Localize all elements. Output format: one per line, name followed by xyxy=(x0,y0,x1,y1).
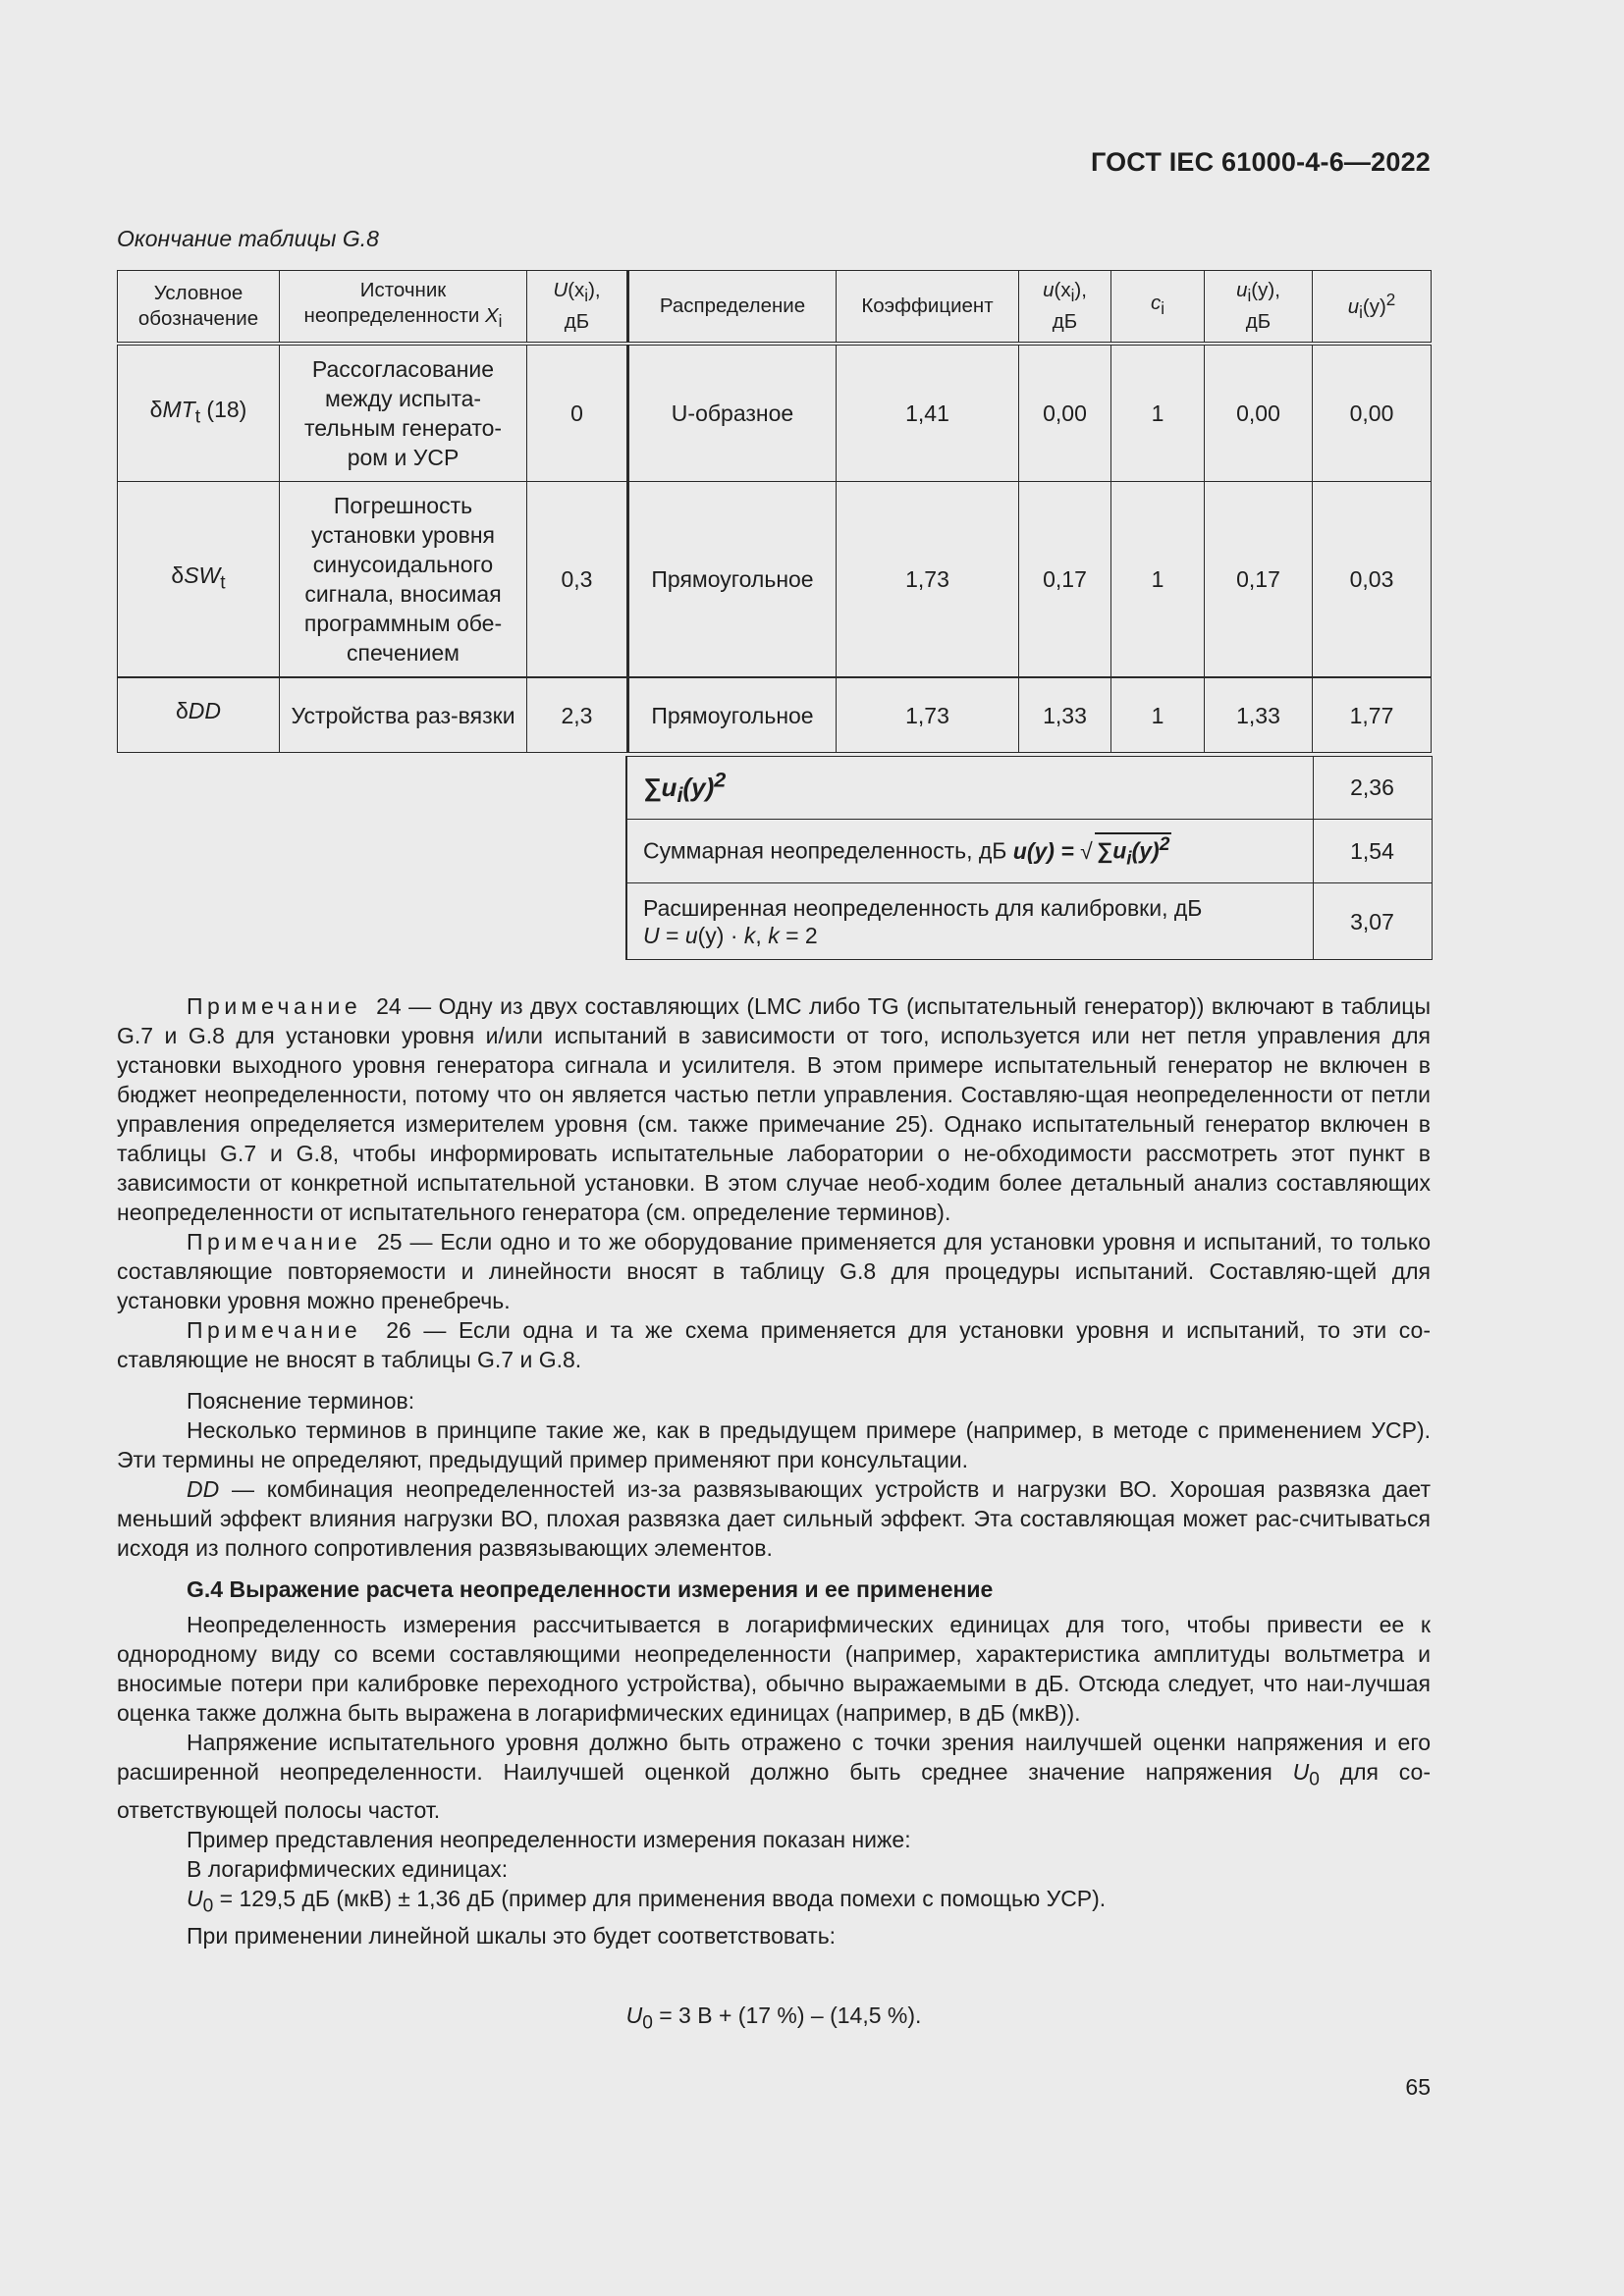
cell-distribution: Прямоугольное xyxy=(628,677,837,753)
table-caption: Окончание таблицы G.8 xyxy=(117,226,379,251)
expanded-label: Расширенная неопределенность для калибровки, дБ U = u(y) · k, k = 2 xyxy=(626,883,1313,960)
section-paragraph-1: Неопределенность измерения рассчитывается в логарифмических единицах для того, чтобы привести ее к однородному виду со всеми составляющими неопределенности (например, характеристика амплитуды вольтметра и вносимые потери при калибровке переходного устройства), обычно выражаемыми в дБ. Отсюда следует, что наи-лучшая оценка также должна быть выражена в логарифмических единицах (например, в дБ (мкВ)). xyxy=(117,1612,1431,1726)
table-header-row xyxy=(118,271,1432,345)
cell-distribution: U-образное xyxy=(628,344,837,482)
section-paragraph-6: При применении линейной шкалы это будет соответствовать: xyxy=(187,1923,837,1949)
terms-heading: Пояснение терминов: xyxy=(187,1388,415,1414)
cell-c: 1 xyxy=(1111,677,1205,753)
linear-scale-formula: $U_0 = 3$ В + (17 %) – (14,5 %). xyxy=(625,2002,922,2034)
cell-uy: 0,00 xyxy=(1205,344,1313,482)
cell-ux: 1,33 xyxy=(1019,677,1111,753)
terms-dd-paragraph: DD — комбинация неопределенностей из-за развязывающих устройств и нагрузки ВО. Хорошая развязка дает меньший эффект влияния нагрузки ВО, плохая развязка дает сильный эффект. Эта составляющая может рас-считываться исходя из полного сопротивления развязывающих элементов. xyxy=(117,1476,1431,1561)
cell-c: 1 xyxy=(1111,344,1205,482)
cell-Ux: 2,3 xyxy=(527,677,628,753)
note-26: Примечание 26 — Если одна и та же схема применяется для установки уровня и испытаний, то эти со-ставляющие не вносят в таблицы G.7 и G.8. xyxy=(117,1317,1431,1372)
cell-uy: 0,17 xyxy=(1205,482,1313,678)
cell-symbol: δSW$_t$ xyxy=(118,482,280,678)
section-paragraph-3: Пример представления неопределенности измерения показан ниже: xyxy=(187,1826,911,1852)
section-paragraph-4: В логарифмических единицах: xyxy=(187,1855,509,1882)
section-paragraph-2: Напряжение испытательного уровня должно быть отражено с точки зрения наилучшей оценки напряжения и его расширенной неопределенности. Наилучшей оценкой должно быть среднее значение напряжения $U_0$ для со-ответствующей полосы частот. xyxy=(117,1730,1431,1823)
col-header-c: $c_i$ xyxy=(1111,271,1205,345)
section-paragraph-5: $U_0 = 129,5$ дБ (мкВ) ± 1,36 дБ (пример для применения ввода помехи с помощью УСР). xyxy=(187,1885,1107,1917)
cell-source: Рассогласование между испыта-тельным генерато-ром и УСР xyxy=(280,344,527,482)
uncertainty-table xyxy=(117,270,1432,753)
expanded-value: 3,07 xyxy=(1313,883,1432,960)
section-title: G.4 Выражение расчета неопределенности измерения и ее применение xyxy=(187,1576,994,1602)
cell-Ux: 0,3 xyxy=(527,482,628,678)
col-header-uy: $u_i(y)$, дБ xyxy=(1205,271,1313,345)
notes-block xyxy=(117,991,1431,1950)
cell-uy2: 1,77 xyxy=(1313,677,1432,753)
combined-value: 1,54 xyxy=(1313,820,1432,883)
summary-table xyxy=(625,756,1433,960)
cell-distribution: Прямоугольное xyxy=(628,482,837,678)
table-row xyxy=(118,344,1432,482)
cell-uy2: 0,03 xyxy=(1313,482,1432,678)
cell-Ux: 0 xyxy=(527,344,628,482)
cell-uy: 1,33 xyxy=(1205,677,1313,753)
terms-paragraph: Несколько терминов в принципе такие же, как в предыдущем примере (например, в методе с применением УСР). Эти термины не определяют, предыдущий пример применяют при консультации. xyxy=(117,1417,1431,1472)
summary-row-combined xyxy=(626,820,1432,883)
col-header-symbol: Условное обозначение xyxy=(118,271,280,345)
document-id: ГОСТ IEC 61000-4-6—2022 xyxy=(1090,147,1431,177)
table-row xyxy=(118,482,1432,678)
cell-coefficient: 1,41 xyxy=(837,344,1019,482)
page-number: 65 xyxy=(1405,2074,1431,2100)
cell-uy2: 0,00 xyxy=(1313,344,1432,482)
sum-value: 2,36 xyxy=(1313,757,1432,820)
cell-symbol: δDD xyxy=(118,677,280,753)
table-row xyxy=(118,677,1432,753)
cell-source: Устройства раз-вязки xyxy=(280,677,527,753)
cell-c: 1 xyxy=(1111,482,1205,678)
col-header-Ux: $U(x_i)$, дБ xyxy=(527,271,628,345)
note-24: Примечание 24 — Одну из двух составляющих (LMC либо TG (испытательный генератор)) включают в таблицы G.7 и G.8 для установки уровня и/или испытаний в зависимости от того, используется или нет петля управления для установки выходного уровня генератора сигнала и усилителя. В этом примере испытательный генератор не включен в бюджет неопределенности, потому что он является частью петли управления. Составляю-щая неопределенности от петли управления определяется измерителем уровня (см. также примечание 25). Однако испытательный генератор включен в таблицы G.7 и G.8, чтобы информировать испытательные лаборатории о не-обходимости рассмотреть этот пункт в зависимости от конкретной испытательной установки. В этом случае необ-ходим более детальный анализ составляющих неопределенности от испытательного генератора (см. определение терминов). xyxy=(117,993,1432,1225)
combined-label: Суммарная неопределенность, дБ u(y) = √ $\sum u_i(y)^2$ xyxy=(626,820,1313,883)
cell-ux: 0,17 xyxy=(1019,482,1111,678)
summary-row-sum xyxy=(626,757,1432,820)
col-header-coefficient: Коэффициент xyxy=(837,271,1019,345)
col-header-uy2: $u_i(y)^2$ xyxy=(1313,271,1432,345)
col-header-source: Источник неопределенности $X_i$ xyxy=(280,271,527,345)
col-header-distribution: Распределение xyxy=(628,271,837,345)
cell-source: Погрешность установки уровня синусоидального сигнала, вносимая программным обе-спечением xyxy=(280,482,527,678)
sum-label: $\sum u_i(y)^2$ xyxy=(626,757,1313,820)
col-header-ux: $u(x_i)$, дБ xyxy=(1019,271,1111,345)
cell-coefficient: 1,73 xyxy=(837,677,1019,753)
cell-symbol: δMT$_t$ (18) xyxy=(118,344,280,482)
cell-coefficient: 1,73 xyxy=(837,482,1019,678)
note-25: Примечание 25 — Если одно и то же оборудование применяется для установки уровня и испытаний, то только составляющие повторяемости и линейности вносят в таблицу G.8 для процедуры испытаний. Составляю-щей для установки уровня можно пренебречь. xyxy=(117,1229,1432,1313)
cell-ux: 0,00 xyxy=(1019,344,1111,482)
summary-row-expanded xyxy=(626,883,1432,960)
